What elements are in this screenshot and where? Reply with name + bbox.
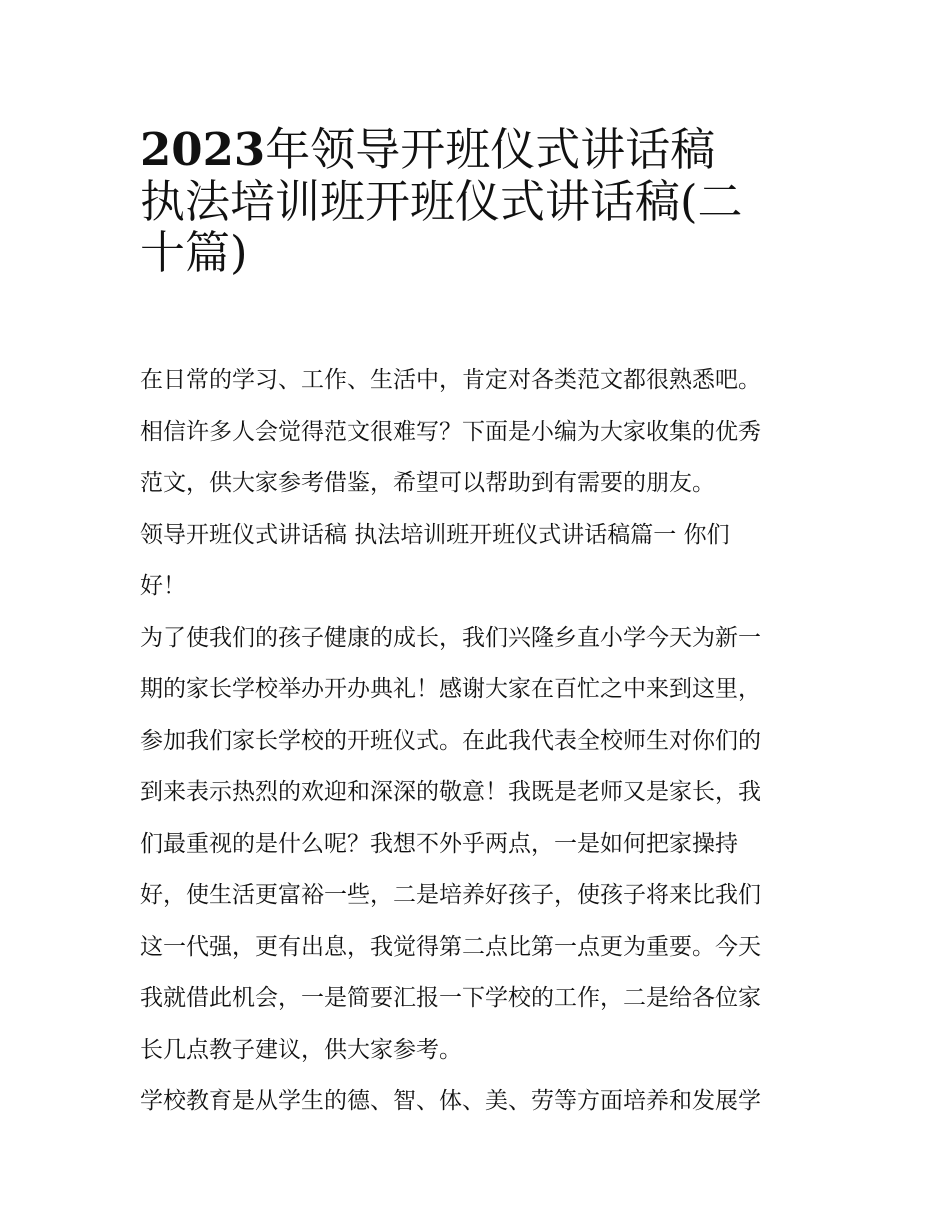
document-body xyxy=(140,355,820,1128)
body-line: 学校教育是从学生的德、智、体、美、劳等方面培养和发展学 xyxy=(140,1088,761,1114)
body-line: 长几点教子建议，供大家参考。 xyxy=(140,1036,462,1063)
body-line: 期的家长学校举办开办典礼！感谢大家在百忙之中来到这里， xyxy=(140,676,761,702)
title-line-2: 执法培训班开班仪式讲话稿(二 xyxy=(140,174,743,228)
body-line: 范文，供大家参考借鉴，希望可以帮助到有需要的朋友。 xyxy=(140,470,715,496)
title-year: 2023 xyxy=(140,123,266,176)
document-title xyxy=(140,118,820,279)
body-line: 为了使我们的孩子健康的成长，我们兴隆乡直小学今天为新一 xyxy=(140,624,761,651)
body-line: 在日常的学习、工作、生活中，肯定对各类范文都很熟悉吧。 xyxy=(140,367,761,393)
body-line: 好，使生活更富裕一些，二是培养好孩子，使孩子将来比我们 xyxy=(140,882,761,908)
title-line-1-text: 年领导开班仪式讲话稿 xyxy=(265,123,716,176)
body-line: 我就借此机会，一是简要汇报一下学校的工作，二是给各位家 xyxy=(140,985,761,1011)
title-line-3: 十篇) xyxy=(140,226,248,279)
body-line: 领导开班仪式讲话稿 执法培训班开班仪式讲话稿篇一 你们 xyxy=(140,521,730,548)
body-line: 这一代强，更有出息，我觉得第二点比第一点更为重要。今天 xyxy=(140,933,761,960)
body-line: 到来表示热烈的欢迎和深深的敬意！我既是老师又是家长，我 xyxy=(140,779,761,805)
title-line-1 xyxy=(140,118,820,176)
body-line: 相信许多人会觉得范文很难写？下面是小编为大家收集的优秀 xyxy=(140,418,761,445)
body-line: 好！ xyxy=(140,573,186,599)
body-line: 们最重视的是什么呢？我想不外乎两点，一是如何把家操持 xyxy=(140,830,738,857)
body-line: 参加我们家长学校的开班仪式。在此我代表全校师生对你们的 xyxy=(140,727,761,754)
